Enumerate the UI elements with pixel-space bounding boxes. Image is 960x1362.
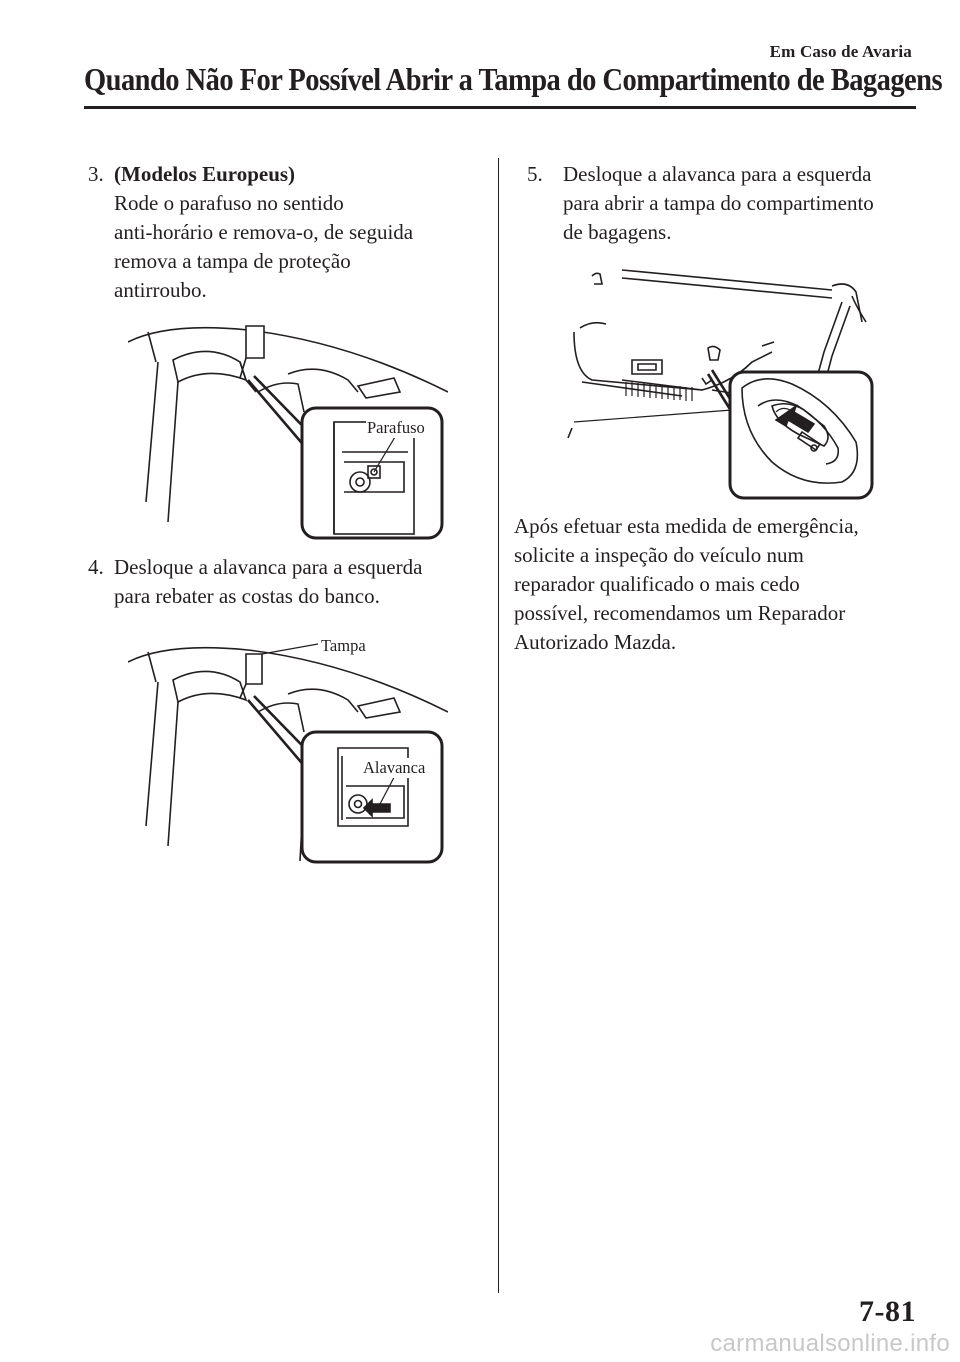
step-line: para rebater as costas do banco. xyxy=(114,584,380,608)
watermark: carmanualsonline.info xyxy=(710,1330,950,1357)
note-line: Após efetuar esta medida de emergência, xyxy=(514,514,859,538)
title-rule xyxy=(84,106,916,109)
step-5 xyxy=(527,160,927,250)
step-line: antirroubo. xyxy=(114,278,207,302)
page-title: Quando Não For Possível Abrir a Tampa do Compartimento de Bagagens xyxy=(84,62,943,97)
step-line: Rode o parafuso no sentido xyxy=(114,191,344,215)
step-line: remova a tampa de proteção xyxy=(114,249,351,273)
figure-seat-lever xyxy=(128,636,448,866)
step-4 xyxy=(88,553,488,613)
step-number: 4. xyxy=(88,555,104,579)
note-line: possível, recomendamos um Reparador xyxy=(514,601,846,625)
callout-tampa: Tampa xyxy=(321,636,366,655)
section-label: Em Caso de Avaria xyxy=(769,42,912,61)
page-number: 7-81 xyxy=(859,1295,916,1328)
figure-trunk-lever xyxy=(562,262,882,502)
figure-seat-screw xyxy=(128,322,448,542)
step-line: anti-horário e remova-o, de seguida xyxy=(114,220,414,244)
callout-parafuso: Parafuso xyxy=(367,418,425,437)
note-paragraph xyxy=(514,512,859,657)
step-number: 5. xyxy=(527,162,543,186)
column-divider xyxy=(498,158,499,1293)
step-heading: (Modelos Europeus) xyxy=(114,162,296,186)
step-line: Desloque a alavanca para a esquerda xyxy=(114,555,423,579)
callout-alavanca: Alavanca xyxy=(363,758,426,777)
note-line: reparador qualificado o mais cedo xyxy=(514,572,800,596)
step-line: Desloque a alavanca para a esquerda xyxy=(563,162,872,186)
step-line: para abrir a tampa do compartimento xyxy=(563,191,874,215)
step-number: 3. xyxy=(88,162,104,186)
step-3 xyxy=(88,160,488,310)
note-line: Autorizado Mazda. xyxy=(514,630,677,654)
step-line: de bagagens. xyxy=(563,220,672,244)
note-line: solicite a inspeção do veículo num xyxy=(514,543,804,567)
